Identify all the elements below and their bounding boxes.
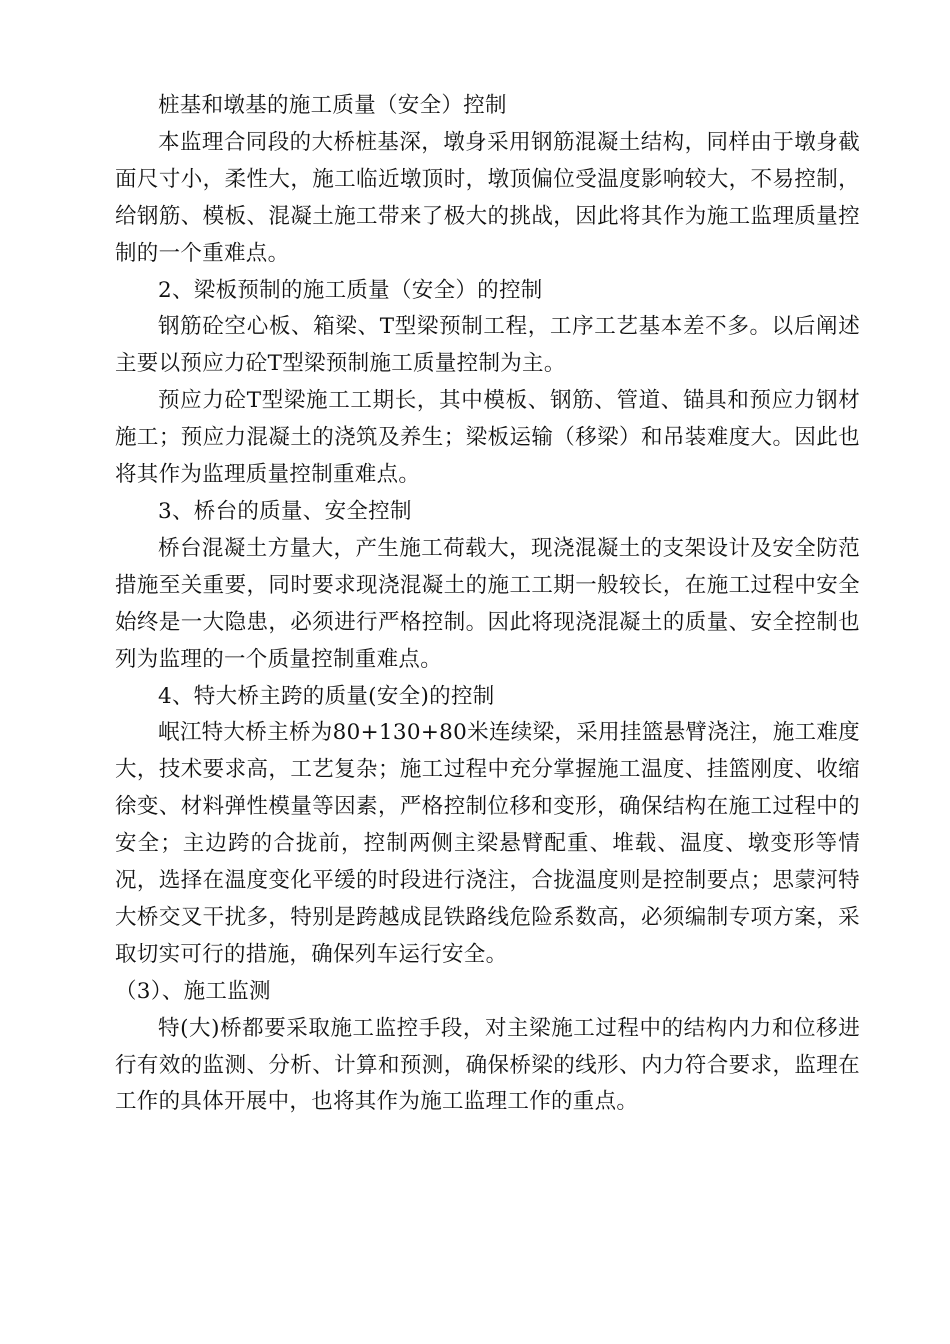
paragraph-pile-pier-description: 本监理合同段的大桥桩基深，墩身采用钢筋混凝土结构，同样由于墩身截面尺寸小，柔性大，施工临近墩顶时，墩顶偏位受温度影响较大，不易控制，给钢筋、模板、混凝土施工带来了极大的挑战，因此将其作为施工监理质量控制的一个重难点。 [115,129,860,266]
heading-beam-prefab-control: 2、梁板预制的施工质量（安全）的控制 [158,277,543,303]
paragraph-abutment-description: 桥台混凝土方量大，产生施工荷载大，现浇混凝土的支架设计及安全防范措施至关重要，同时要求现浇混凝土的施工工期一般较长，在施工过程中安全始终是一大隐患，必须进行严格控制。因此将现浇混凝土的质量、安全控制也列为监理的一个质量控制重难点。 [115,535,860,672]
paragraph-monitoring-description: 特(大)桥都要采取施工监控手段，对主梁施工过程中的结构内力和位移进行有效的监测、分析、计算和预测，确保桥梁的线形、内力符合要求，监理在工作的具体开展中，也将其作为施工监理工作的重点。 [115,1015,860,1115]
paragraph-main-span-description: 岷江特大桥主桥为80+130+80米连续梁，采用挂篮悬臂浇注，施工难度大，技术要求高，工艺复杂；施工过程中充分掌握施工温度、挂篮刚度、收缩徐变、材料弹性模量等因素，严格控制位移和变形，确保结构在施工过程中的安全；主边跨的合拢前，控制两侧主梁悬臂配重、堆载、温度、墩变形等情况，选择在温度变化平缓的时段进行浇注，合拢温度则是控制要点；思蒙河特大桥交叉干扰多，特别是跨越成昆铁路线危险系数高，必须编制专项方案，采取切实可行的措施，确保列车运行安全。 [115,720,860,967]
heading-construction-monitoring: （3）、施工监测 [115,978,271,1004]
heading-abutment-control: 3、桥台的质量、安全控制 [158,498,412,524]
heading-pile-pier-control: 桩基和墩基的施工质量（安全）控制 [158,93,507,118]
paragraph-beam-prefab-overview: 钢筋砼空心板、箱梁、T型梁预制工程，工序工艺基本差不多。以后阐述主要以预应力砼T型梁预制施工质量控制为主。 [115,314,860,377]
document-body [115,88,860,1121]
heading-main-span-control: 4、特大桥主跨的质量(安全)的控制 [158,683,495,709]
paragraph-t-beam-difficulty: 预应力砼T型梁施工工期长，其中模板、钢筋、管道、锚具和预应力钢材施工；预应力混凝土的浇筑及养生；梁板运输（移梁）和吊装难度大。因此也将其作为监理质量控制重难点。 [115,388,860,488]
